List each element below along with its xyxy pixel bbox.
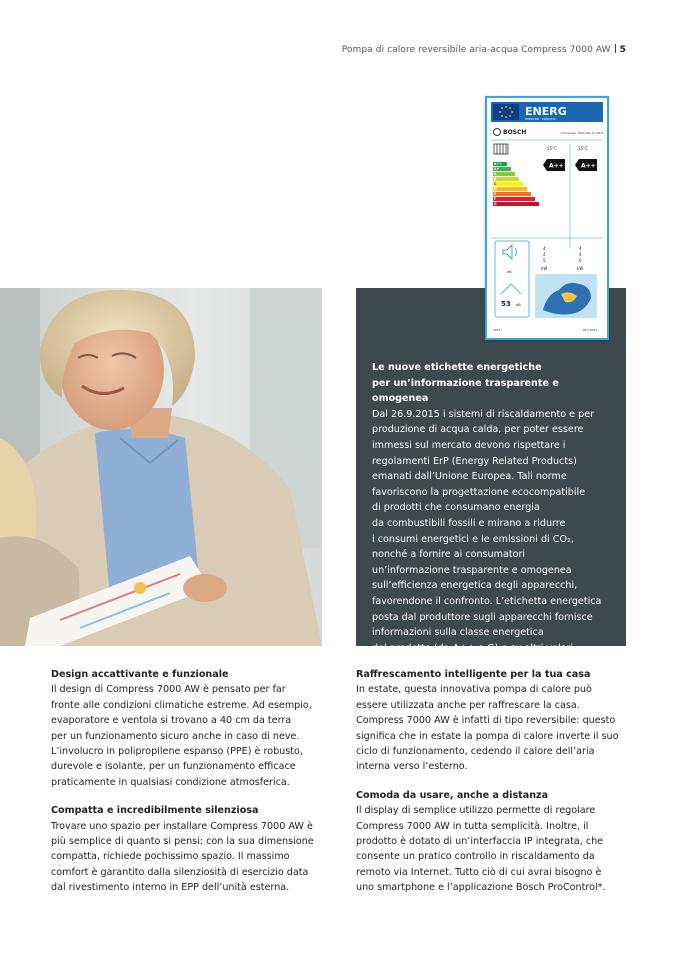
energy-scale-label: B: [494, 177, 497, 182]
energy-class-bar: [493, 197, 535, 201]
bosch-logo-icon: [494, 129, 501, 136]
paragraph-line: consente un pratico controllo in riscaldamento da: [356, 851, 595, 863]
energy-logo-text: ENERG: [525, 105, 567, 118]
energy-value-left: 5: [543, 258, 546, 263]
energy-label-graphic: [487, 98, 607, 338]
energy-label-footer-left: 2015: [493, 328, 501, 332]
page-header: [342, 44, 626, 55]
energy-scale-label: E: [494, 192, 497, 197]
section-heading: Compatta e incredibilmente silenziosa: [51, 805, 259, 817]
energy-value-left: 4: [543, 252, 546, 257]
paragraph-line: ciclo di funzionamento, cedendo il calore dell’aria: [356, 746, 595, 758]
noise-unit: dB: [516, 303, 521, 307]
energy-temp-low: 55°C: [547, 146, 557, 151]
energy-label-model: Compress 7000 AW 11 OR-S: [561, 131, 604, 135]
paragraph-line: Trovare uno spazio per installare Compress 7000 AW è: [51, 820, 313, 832]
energy-value-right: 4: [579, 246, 582, 251]
info-box-line: informazioni sulla classe energetica: [372, 627, 544, 639]
energy-class-bar: [493, 202, 539, 206]
energy-label-brand: BOSCH: [503, 129, 527, 136]
info-box-line: come potenza ed emissioni sonore.: [372, 658, 542, 670]
energy-class-high: A++: [581, 162, 596, 170]
energy-scale-label: G: [494, 202, 497, 207]
energy-value-left: 4: [543, 246, 546, 251]
section-heading: Comoda da usare, anche a distanza: [356, 789, 549, 801]
info-box-line: Dal 26.9.2015 i sistemi di riscaldamento e per: [372, 408, 595, 420]
paragraph-line: Compress 7000 AW è infatti di tipo reversibile: questo: [356, 715, 616, 727]
noise-unit-top: dB: [507, 270, 512, 274]
paragraph-line: praticamente in qualsiasi condizione atmosferica.: [51, 776, 290, 788]
paragraph-line: per un funzionamento sicuro anche in caso di neve.: [51, 730, 300, 742]
energy-class-bar: [493, 187, 527, 191]
info-box-title-line: Le nuove etichette energetiche: [372, 362, 542, 373]
info-box-text: [372, 360, 618, 672]
page-number: 5: [619, 45, 626, 55]
info-box-line: regolamenti ErP (Energy Related Products): [372, 455, 577, 467]
energy-label-footer-right: 811/2013: [583, 328, 598, 332]
info-box-line: posta dal produttore sugli apparecchi fornisce: [372, 611, 593, 623]
energy-scale-label: A+: [494, 167, 500, 172]
paragraph-line: evaporatore e ventola si trovano a 40 cm da terra: [51, 715, 292, 727]
info-box-line: un’informazione trasparente e omogenea: [372, 564, 572, 576]
paragraph-line: Compress 7000 AW in tutta semplicità. Inoltre, il: [356, 820, 589, 832]
paragraph-line: dal rivestimento interno in EPP dell’unità esterna.: [51, 882, 290, 894]
photo-illustration: [0, 288, 322, 646]
info-box-line: immessi sul mercato devono rispettare i: [372, 439, 566, 451]
energy-value-right: 6: [579, 258, 582, 263]
energy-class-bar: [493, 192, 531, 196]
info-box-line: i consumi energetici e le emissioni di CO₂,: [372, 533, 574, 545]
photo-grandmother-reading: [0, 288, 322, 646]
info-box-line: sull’efficienza energetica degli apparecchi,: [372, 580, 578, 592]
paragraph-line: L’involucro in polipropilene espanso (PPE) è robusto,: [51, 746, 303, 758]
energy-class-low: A++: [549, 162, 564, 170]
paragraph-line: remoto via Internet. Tutto ciò di cui avrai bisogno è: [356, 866, 602, 878]
paragraph-line: essere utilizzata anche per raffrescare la casa.: [356, 699, 580, 711]
energy-unit-right: kW: [577, 266, 584, 271]
info-box-line: del prodotto (da A++ a G) e su altri valori,: [372, 642, 577, 654]
paragraph-line: prodotto è dotato di un’interfaccia IP integrata, che: [356, 836, 604, 848]
header-separator: [615, 44, 616, 53]
eu-energy-label: [485, 96, 609, 340]
section-heading: Design accattivante e funzionale: [51, 669, 229, 680]
paragraph-line: più semplice di quanto si pensi: con la sua dimensione: [51, 836, 314, 848]
energy-class-bar: [493, 182, 523, 186]
paragraph-line: significa che in estate la pompa di calore inverte il suo: [356, 730, 619, 742]
paragraph-line: uno smartphone e l’applicazione Bosch ProControl*.: [356, 882, 606, 894]
energy-scale-label: A: [494, 172, 497, 177]
paragraph-line: fronte alle condizioni climatiche estreme. Ad esempio,: [51, 699, 312, 711]
section-heading: Raffrescamento intelligente per la tua casa: [356, 669, 591, 680]
paragraph-line: In estate, questa innovativa pompa di calore può: [356, 684, 592, 696]
energy-temp-high: 35°C: [578, 146, 588, 151]
paragraph-line: Il design di Compress 7000 AW è pensato per far: [51, 684, 286, 696]
energy-scale-label: F: [494, 197, 497, 202]
energy-logo-subtext: енергия · ενέργεια: [525, 117, 556, 121]
info-box-line: favorendone il confronto. L’etichetta energetica: [372, 595, 602, 607]
paragraph-line: interna verso l’esterno.: [356, 761, 468, 773]
paragraph-line: compatta, richiede pochissimo spazio. Il massimo: [51, 851, 290, 863]
info-box-line: favoriscono la progettazione ecocompatibile: [372, 486, 586, 498]
right-column: [356, 667, 646, 896]
info-box-line: produzione di acqua calda, per poter essere: [372, 424, 584, 436]
paragraph-line: durevole e isolante, per un funzionamento efficace: [51, 761, 296, 773]
left-column: [51, 667, 341, 896]
header-title: Pompa di calore reversibile aria-acqua Compress 7000 AW: [341, 45, 611, 55]
info-box-title-line: per un’informazione trasparente e omogenea: [372, 377, 559, 405]
energy-unit-left: kW: [541, 266, 548, 271]
energy-scale-label: C: [494, 182, 497, 187]
paragraph-line: Il display di semplice utilizzo permette di regolare: [356, 805, 596, 817]
energy-value-right: 4: [579, 252, 582, 257]
energy-scale-label: A++: [494, 162, 502, 167]
info-box-line: emanati dall’Unione Europea. Tali norme: [372, 471, 567, 483]
energy-class-bar: [493, 177, 519, 181]
info-box-line: di prodotti che consumano energia: [372, 502, 540, 514]
energy-scale-label: D: [494, 187, 497, 192]
noise-value: 53: [501, 300, 511, 308]
outdoor-unit-icon: [501, 284, 521, 294]
paragraph-line: comfort è garantito dalla silenziosità di esercizio data: [51, 866, 309, 878]
speaker-icon: [503, 245, 517, 259]
info-box-line: nonché a fornire ai consumatori: [372, 549, 526, 561]
radiator-icon: [494, 144, 508, 154]
info-box-line: da combustibili fossili e mirano a ridurre: [372, 517, 566, 529]
